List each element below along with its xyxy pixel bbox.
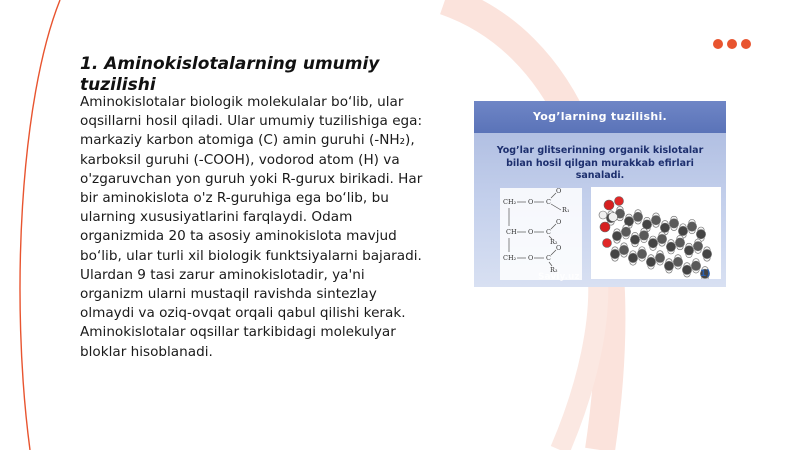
page-title: 1. Aminokislotalarning umumiy tuzilishi: [80, 54, 380, 95]
formula-o: O: [556, 188, 562, 195]
body-paragraph: Aminokislotalar biologik molekulalar bo‘lib, ular oqsillarni hosil qiladi. Ular umumiy tuzilishiga ega: markaziy karbon atomiga (C) amin guruhi (-NH₂), karboksil guruhi (-COOH), vodorod atom (H) va o'zgaruvchan yon guruh yoki R-gurux birikadi. Har bir aminokislota o'z R-guruhiga ega bo‘lib, bu ularning xususiyatlarini farqlaydi. Odam organizmida 20 ta asosiy aminokislota mavjud bo‘lib, ular turli xil biologik funktsiyalarni bajaradi. Ulardan 9 tasi zarur aminokislotadir, ya'ni organizm ularni mustaqil ravishda sintezlay olmaydi va oziq-ovqat orqali qabul qilishi kerak. Aminokislotalar oqsillar tarkibidagi molekulyar bloklar hisoblanadi.: [80, 94, 423, 360]
formula-ch: CH: [506, 228, 517, 236]
atom-sphere: [673, 257, 682, 266]
atom-sphere: [630, 235, 639, 244]
atom-sphere: [600, 222, 610, 232]
molecule-drawing: [591, 187, 721, 279]
formula-ch2-bottom: CH₂: [503, 254, 517, 262]
formula-r3: R₃: [550, 266, 558, 274]
formula-r2: R₂: [550, 238, 558, 246]
slide-watermark: Saviy.uz: [538, 272, 580, 282]
atom-sphere: [655, 253, 664, 262]
atom-sphere: [660, 223, 669, 232]
formula-c: C: [546, 254, 551, 262]
dot-icon: [713, 39, 723, 49]
dot-icon: [741, 39, 751, 49]
atom-sphere: [693, 242, 702, 251]
atom-sphere: [666, 242, 675, 251]
slide-subtitle: Yog’lar glitserinning organik kislotalar bilan hosil qilgan murakkab efirlari sanaladi.: [496, 145, 704, 181]
slide-number: 1): [700, 269, 711, 279]
atom-sphere: [628, 253, 637, 262]
atom-sphere: [599, 211, 607, 219]
atom-sphere: [619, 245, 628, 254]
menu-dots-icon: [713, 39, 751, 49]
formula-c: C: [546, 228, 551, 236]
formula-r1: R₁: [562, 206, 570, 214]
atom-sphere: [615, 197, 624, 206]
formula-o: O: [528, 254, 534, 262]
atom-sphere: [669, 219, 678, 228]
atom-sphere: [696, 230, 705, 239]
formula-o: O: [528, 198, 534, 206]
atom-sphere: [642, 220, 651, 229]
atom-sphere: [678, 226, 687, 235]
atom-sphere: [639, 231, 648, 240]
atom-sphere: [675, 238, 684, 247]
formula-o: O: [556, 218, 562, 226]
atom-sphere: [648, 239, 657, 248]
atom-sphere: [633, 212, 642, 221]
formula-c: C: [546, 198, 551, 206]
atom-sphere: [646, 257, 655, 266]
atom-sphere: [610, 249, 619, 258]
atom-sphere: [687, 222, 696, 231]
atom-sphere: [664, 261, 673, 270]
triglyceride-formula: [500, 188, 582, 280]
atom-sphere: [604, 200, 614, 210]
atom-sphere: [682, 265, 691, 274]
atom-sphere: [637, 249, 646, 258]
atom-sphere: [621, 227, 630, 236]
atom-sphere: [651, 216, 660, 225]
atom-sphere: [603, 239, 612, 248]
formula-o: O: [528, 228, 534, 236]
formula-o: O: [556, 244, 562, 252]
atom-sphere: [657, 234, 666, 243]
atom-sphere: [684, 246, 693, 255]
formula-ch2-top: CH₂: [503, 198, 517, 206]
molecule-model: [591, 187, 721, 279]
atom-sphere: [612, 231, 621, 240]
formula-drawing: [500, 188, 582, 280]
atom-sphere: [609, 213, 618, 222]
slide-title: Yog’larning tuzilishi.: [532, 110, 668, 123]
dot-icon: [727, 39, 737, 49]
slide-image: [474, 101, 726, 287]
atom-sphere: [702, 249, 711, 258]
